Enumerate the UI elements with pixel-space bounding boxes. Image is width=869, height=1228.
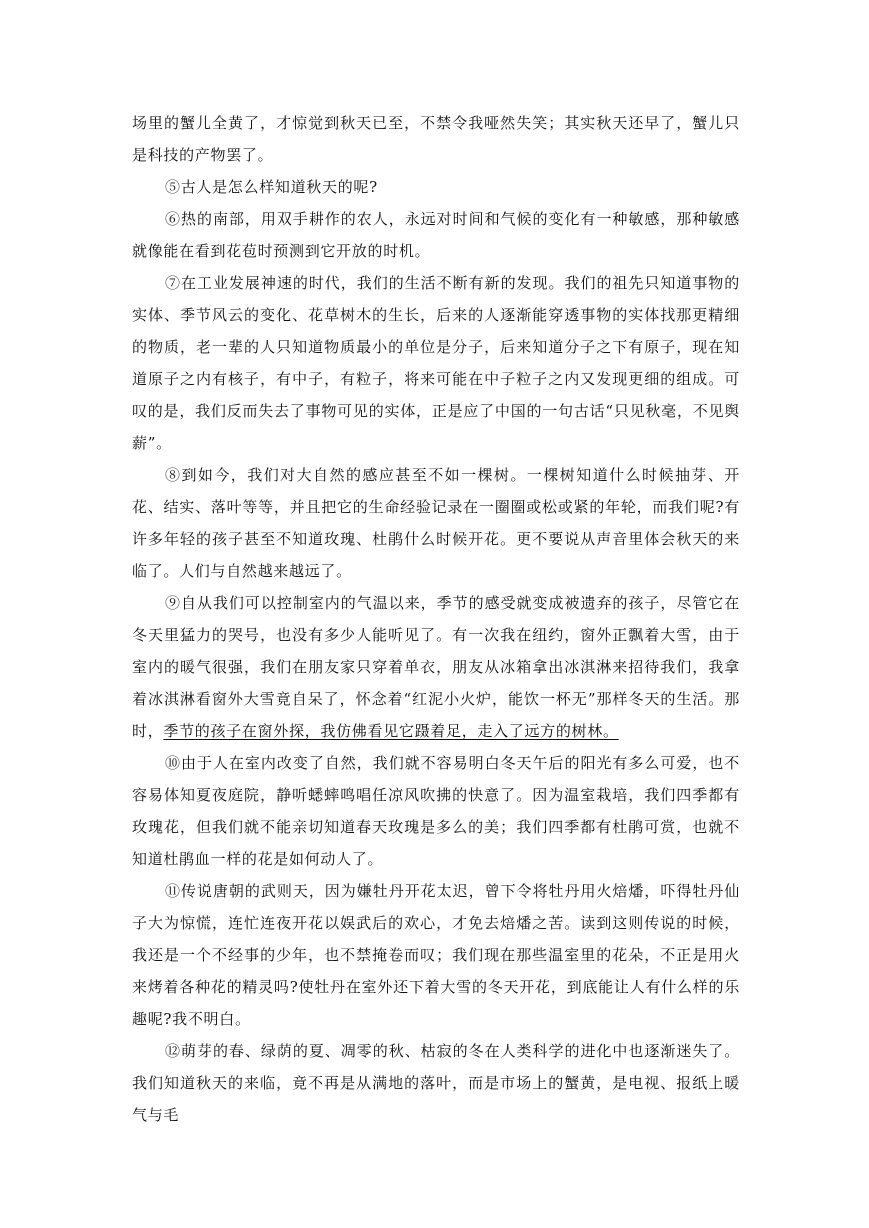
- paragraph-11: ⑪传说唐朝的武则天，因为嫌牡丹开花太迟，曾下令将牡丹用火焙燔，吓得牡丹仙子大为惊慌，连忙连夜开花以娱武后的欢心，才免去焙燔之苦。读到这则传说的时候，我还是一个不经事的少年，也不禁掩卷而叹；我们现在那些温室里的花朵，不正是用火来烤着各种花的精灵吗?使牡丹在室外还下着大雪的冬天开花，到底能让人有什么样的乐趣呢?我不明白。: [132, 882, 740, 1028]
- paragraph-9: [132, 587, 740, 747]
- paragraph-12: ⑫萌芽的春、绿荫的夏、凋零的秋、枯寂的冬在人类科学的进化中也逐渐迷失了。我们知道秋天的来临，竟不再是从满地的落叶，而是市场上的蟹黄，是电视、报纸上暖气与毛: [132, 1042, 740, 1124]
- paragraph-6: ⑥热的南部，用双手耕作的农人，永远对时间和气候的变化有一种敏感，那种敏感就像能在看到花苞时预测到它开放的时机。: [132, 210, 740, 260]
- paragraph-5: ⑤古人是怎么样知道秋天的呢?: [165, 178, 378, 196]
- article-body: [132, 107, 740, 1131]
- paragraph-7: ⑦在工业发展神速的时代，我们的生活不断有新的发现。我们的祖先只知道事物的实体、季节风云的变化、花草树木的生长，后来的人逐渐能穿透事物的实体找那更精细的物质，老一辈的人只知道物质最小的单位是分子，后来知道分子之下有原子，现在知道原子之内有核子，有中子，有粒子，将来可能在中子粒子之内又发现更细的组成。可叹的是，我们反而失去了事物可见的实体，正是应了中国的一句古话“只见秋毫，不见舆薪”。: [132, 274, 740, 452]
- paragraph-9-text: ⑨自从我们可以控制室内的气温以来，季节的感受就变成被遗弃的孩子，尽管它在冬天里猛力的哭号，也没有多少人能听见了。有一次我在纽约，窗外正飘着大雪，由于室内的暖气很强，我们在朋友家只穿着单衣，朋友从冰箱拿出冰淇淋来招待我们，我拿着冰淇淋看窗外大雪竟自呆了，怀念着“红泥小火炉，能饮一杯无”那样冬天的生活。那时，: [132, 594, 740, 740]
- paragraph-10: ⑩由于人在室内改变了自然，我们就不容易明白冬天午后的阳光有多么可爱，也不容易体知夏夜庭院，静听蟋蟀鸣唱任凉风吹拂的快意了。因为温室栽培，我们四季都有玫瑰花，但我们就不能亲切知道春天玫瑰是多么的美；我们四季都有杜鹃可赏，也就不知道杜鹃血一样的花是如何动人了。: [132, 754, 740, 868]
- paragraph-4-continuation: 场里的蟹儿全黄了，才惊觉到秋天已至，不禁令我哑然失笑；其实秋天还早了，蟹儿只是科技的产物罢了。: [132, 114, 740, 164]
- paragraph-9-underlined-sentence: 季节的孩子在窗外探，我仿佛看见它蹑着足，走入了远方的树林。: [163, 722, 619, 740]
- paragraph-8: ⑧到如今，我们对大自然的感应甚至不如一棵树。一棵树知道什么时候抽芽、开花、结实、落叶等等，并且把它的生命经验记录在一圈圈或松或紧的年轮，而我们呢?有许多年轻的孩子甚至不知道玫瑰、杜鹃什么时候开花。更不要说从声音里体会秋天的来临了。人们与自然越来越远了。: [132, 466, 740, 580]
